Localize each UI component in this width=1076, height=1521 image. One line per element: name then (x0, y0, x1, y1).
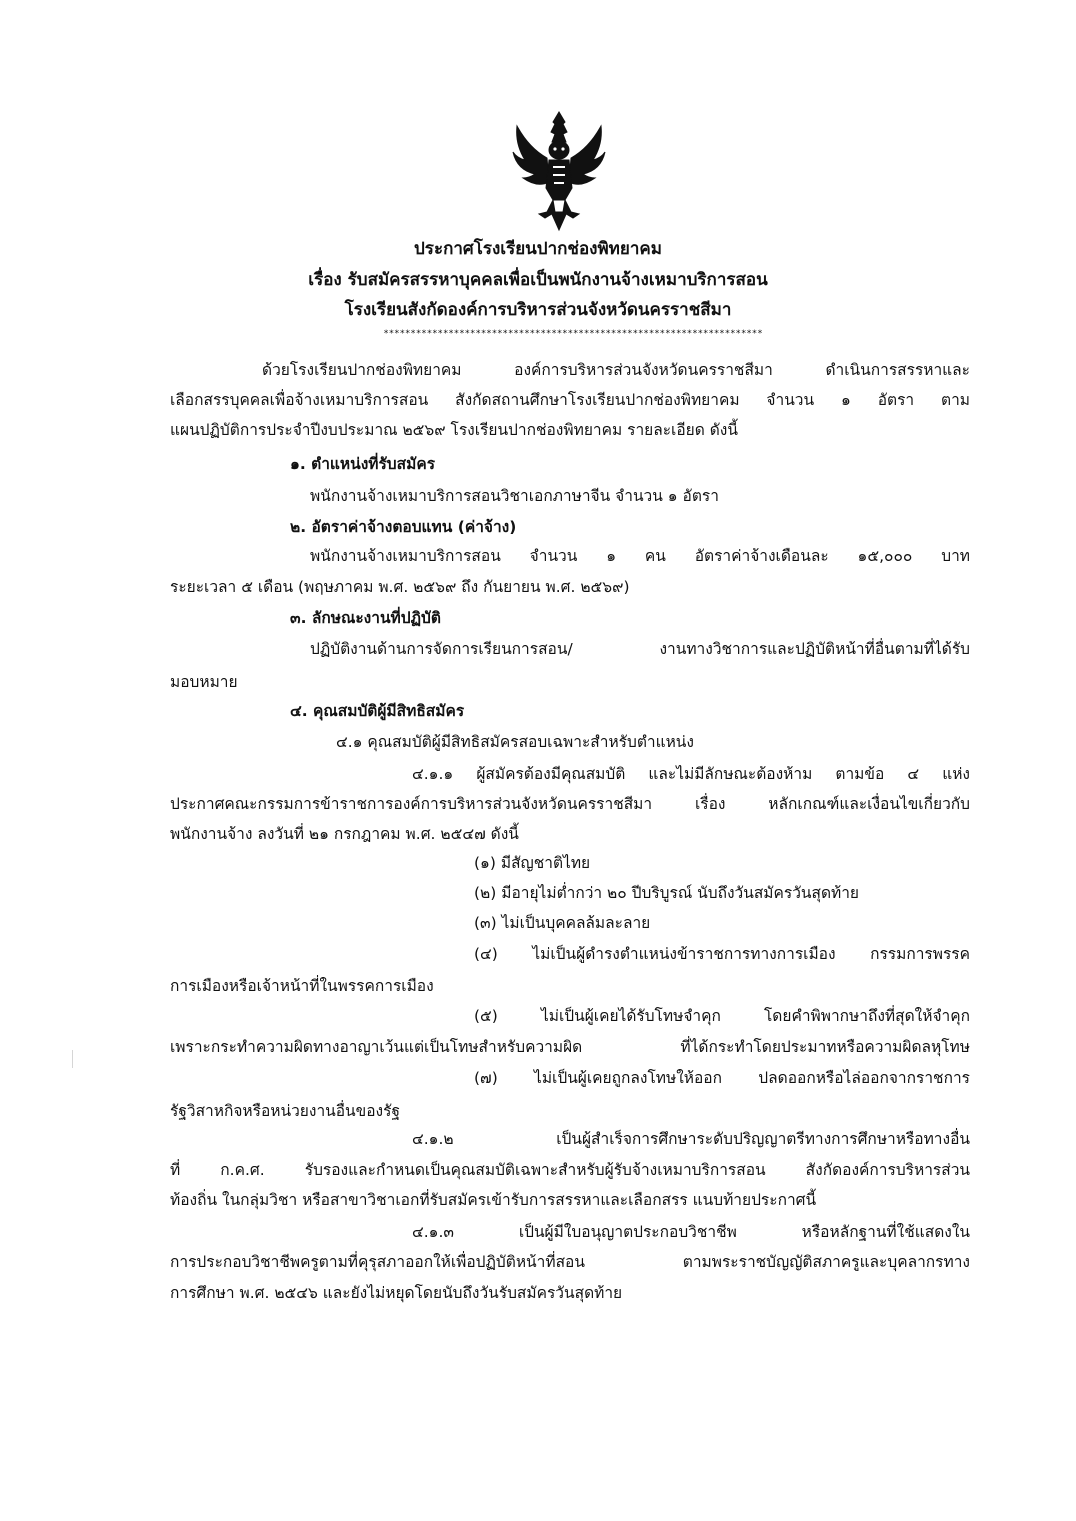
garuda-emblem-icon (509, 108, 609, 232)
p411-line-3: พนักงานจ้าง ลงวันที่ ๒๑ กรกฎาคม พ.ศ. ๒๕๔๗ ดังนี้ (170, 825, 519, 843)
intro-line-3: แผนปฏิบัติการประจำปีงบประมาณ ๒๕๖๙ โรงเรียนปากช่องพิทยาคม รายละเอียด ดังนี้ (170, 421, 738, 439)
intro-line-1: ด้วยโรงเรียนปากช่องพิทยาคม องค์การบริหารส่วนจังหวัดนครราชสีมา ดำเนินการสรรหาและ (262, 361, 970, 379)
p411-line-2: ประกาศคณะกรรมการข้าราชการองค์การบริหารส่วนจังหวัดนครราชสีมา เรื่อง หลักเกณฑ์และเงื่อนไขเกี่ยวกับ (170, 795, 970, 813)
intro-line-2: เลือกสรรบุคคลเพื่อจ้างเหมาบริการสอน สังกัดสถานศึกษาโรงเรียนปากช่องพิทยาคม จำนวน ๑ อัตรา ตาม (170, 391, 970, 409)
section-1-heading: ๑. ตำแหน่งที่รับสมัคร (290, 455, 436, 473)
p413-line-1: ๔.๑.๓ เป็นผู้มีใบอนุญาตประกอบวิชาชีพ หรือหลักฐานที่ใช้แสดงใน (412, 1223, 970, 1241)
section-3-heading: ๓. ลักษณะงานที่ปฏิบัติ (290, 609, 441, 627)
p412-line-3: ท้องถิ่น ในกลุ่มวิชา หรือสาขาวิชาเอกที่รับสมัครเข้ารับการสรรหาและเลือกสรร แนบท้ายประกาศนี้ (170, 1191, 817, 1209)
p413-line-2: การประกอบวิชาชีพครูตามที่คุรุสภาออกให้เพื่อปฏิบัติหน้าที่สอน ตามพระราชบัญญัติสภาครูและบุคลากรทาง (170, 1253, 970, 1271)
scan-margin-mark (72, 1050, 73, 1068)
header-affiliation: โรงเรียนสังกัดองค์การบริหารส่วนจังหวัดนครราชสีมา (344, 300, 732, 320)
p412-line-2: ที่ ก.ค.ศ. รับรองและกำหนดเป็นคุณสมบัติเฉพาะสำหรับผู้รับจ้างเหมาบริการสอน สังกัดองค์การบริหารส่วน (170, 1161, 970, 1179)
item-5-line-1: (๕) ไม่เป็นผู้เคยได้รับโทษจำคุก โดยคำพิพากษาถึงที่สุดให้จำคุก (474, 1007, 970, 1025)
section-2-line-2: ระยะเวลา ๕ เดือน (พฤษภาคม พ.ศ. ๒๕๖๙ ถึง กันยายน พ.ศ. ๒๕๖๙) (170, 578, 630, 596)
item-3: (๓) ไม่เป็นบุคคลล้มละลาย (474, 914, 651, 932)
item-7-line-2: รัฐวิสาหกิจหรือหน่วยงานอื่นของรัฐ (170, 1102, 401, 1120)
item-4-line-2: การเมืองหรือเจ้าหน้าที่ในพรรคการเมือง (170, 977, 434, 995)
item-2: (๒) มีอายุไม่ต่ำกว่า ๒๐ ปีบริบูรณ์ นับถึงวันสมัครวันสุดท้าย (474, 884, 860, 902)
section-4-1-heading: ๔.๑ คุณสมบัติผู้มีสิทธิสมัครสอบเฉพาะสำหรับตำแหน่ง (336, 733, 694, 751)
item-7-line-1: (๗) ไม่เป็นผู้เคยถูกลงโทษให้ออก ปลดออกหรือไล่ออกจากราชการ (474, 1069, 970, 1087)
header-title: ประกาศโรงเรียนปากช่องพิทยาคม (414, 239, 662, 259)
item-1: (๑) มีสัญชาติไทย (474, 854, 591, 872)
header-separator: ********************************************************************** (383, 329, 763, 339)
p413-line-3: การศึกษา พ.ศ. ๒๕๔๖ และยังไม่หยุดโดยนับถึงวันรับสมัครวันสุดท้าย (170, 1284, 623, 1302)
p411-line-1: ๔.๑.๑ ผู้สมัครต้องมีคุณสมบัติ และไม่มีลักษณะต้องห้าม ตามข้อ ๔ แห่ง (412, 765, 970, 783)
header-subject: เรื่อง รับสมัครสรรหาบุคคลเพื่อเป็นพนักงานจ้างเหมาบริการสอน (308, 270, 768, 290)
section-1-text: พนักงานจ้างเหมาบริการสอนวิชาเอกภาษาจีน จำนวน ๑ อัตรา (310, 487, 719, 505)
section-3-line-1: ปฏิบัติงานด้านการจัดการเรียนการสอน/ งานทางวิชาการและปฏิบัติหน้าที่อื่นตามที่ได้รับ (310, 640, 970, 658)
item-5-line-2: เพราะกระทำความผิดทางอาญาเว้นแต่เป็นโทษสำหรับความผิด ที่ได้กระทำโดยประมาทหรือความผิดลหุโทษ (170, 1038, 970, 1056)
section-2-heading: ๒. อัตราค่าจ้างตอบแทน (ค่าจ้าง) (290, 518, 517, 536)
item-4-line-1: (๔) ไม่เป็นผู้ดำรงตำแหน่งข้าราชการทางการเมือง กรรมการพรรค (474, 945, 970, 963)
section-4-heading: ๔. คุณสมบัติผู้มีสิทธิสมัคร (290, 702, 465, 720)
p412-line-1: ๔.๑.๒ เป็นผู้สำเร็จการศึกษาระดับปริญญาตรีทางการศึกษาหรือทางอื่น (412, 1130, 970, 1148)
section-2-line-1: พนักงานจ้างเหมาบริการสอน จำนวน ๑ คน อัตราค่าจ้างเดือนละ ๑๕,๐๐๐ บาท (310, 547, 970, 565)
section-3-line-2: มอบหมาย (170, 673, 238, 691)
